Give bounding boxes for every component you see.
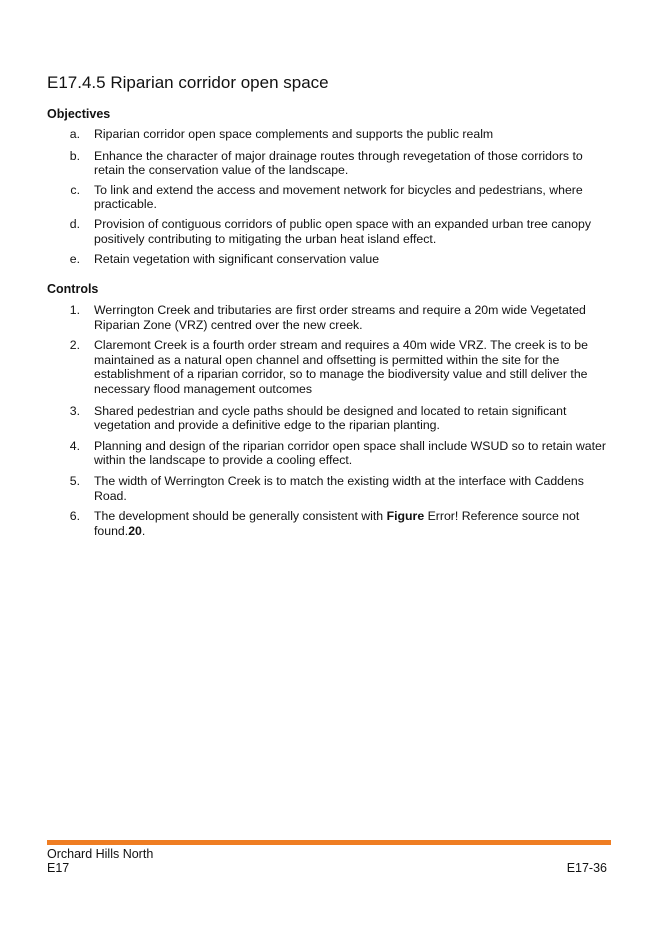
control-text: Planning and design of the riparian corridor open space shall include WSUD so to retain water within the landscape to provide a cooling effect.	[94, 438, 606, 468]
list-marker: a.	[69, 127, 80, 141]
list-marker: d.	[69, 216, 80, 231]
objective-text: To link and extend the access and movement network for bicycles and pedestrians, where practicable.	[94, 182, 583, 212]
control-item	[0, 439, 656, 468]
list-marker: c.	[70, 182, 80, 197]
list-marker: 4.	[69, 438, 80, 453]
objective-text: Riparian corridor open space complements and supports the public realm	[94, 127, 494, 141]
control-text: Werrington Creek and tributaries are first order streams and require a 20m wide Vegetated Riparian Zone (VRZ) centred over the new creek.	[94, 303, 586, 332]
objectives-list	[0, 127, 656, 267]
control-item	[0, 509, 656, 538]
objective-item	[0, 252, 656, 267]
list-marker: 3.	[69, 403, 80, 418]
control-item	[0, 303, 656, 332]
objective-text: Enhance the character of major drainage routes through revegetation of those corridors to retain the conservation value of the landscape.	[94, 148, 583, 178]
list-marker: e.	[69, 252, 80, 267]
footer-chapter: E17	[47, 861, 70, 875]
control-item	[0, 404, 656, 433]
objective-item	[0, 127, 656, 142]
control-text-part: .	[141, 523, 146, 538]
objective-item	[0, 217, 656, 246]
section-title: E17.4.5 Riparian corridor open space	[47, 73, 329, 92]
objective-item	[0, 149, 656, 178]
objective-item	[0, 183, 656, 212]
control-text: The width of Werrington Creek is to match the existing width at the interface with Caddens Road.	[94, 473, 584, 503]
figure-reference-label: Figure	[386, 509, 425, 524]
list-marker: 2.	[69, 338, 80, 353]
page-number: E17-36	[566, 861, 607, 875]
control-text: Claremont Creek is a fourth order stream and requires a 40m wide VRZ. The creek is to be maintained as a natural open channel and offsetting is permitted within the site for the establishment of a riparian corridor, so to manage the biodiversity value and still deliver the necessary flood management outcomes	[94, 338, 588, 396]
list-marker: b.	[69, 148, 80, 163]
control-item	[0, 474, 656, 503]
list-marker: 1.	[69, 303, 80, 317]
controls-list	[0, 303, 656, 538]
figure-number: 20	[128, 523, 142, 538]
control-text-part: The development should be generally consistent with	[94, 509, 387, 524]
objective-text: Retain vegetation with significant conservation value	[94, 252, 380, 267]
footer-title: Orchard Hills North	[47, 847, 154, 861]
list-marker: 6.	[69, 509, 80, 524]
objective-text: Provision of contiguous corridors of public open space with an expanded urban tree canopy positively contributing to mitigating the urban heat island effect.	[94, 216, 591, 246]
objectives-heading: Objectives	[47, 107, 111, 121]
control-text	[94, 509, 606, 538]
control-item	[0, 338, 656, 396]
control-text: Shared pedestrian and cycle paths should be designed and located to retain significant vegetation and provide a definitive edge to the riparian planting.	[94, 403, 567, 433]
footer-rule	[47, 840, 611, 845]
list-marker: 5.	[69, 473, 80, 488]
controls-heading: Controls	[47, 282, 99, 296]
reference-error-text: Error! Reference source not found.	[94, 509, 580, 538]
